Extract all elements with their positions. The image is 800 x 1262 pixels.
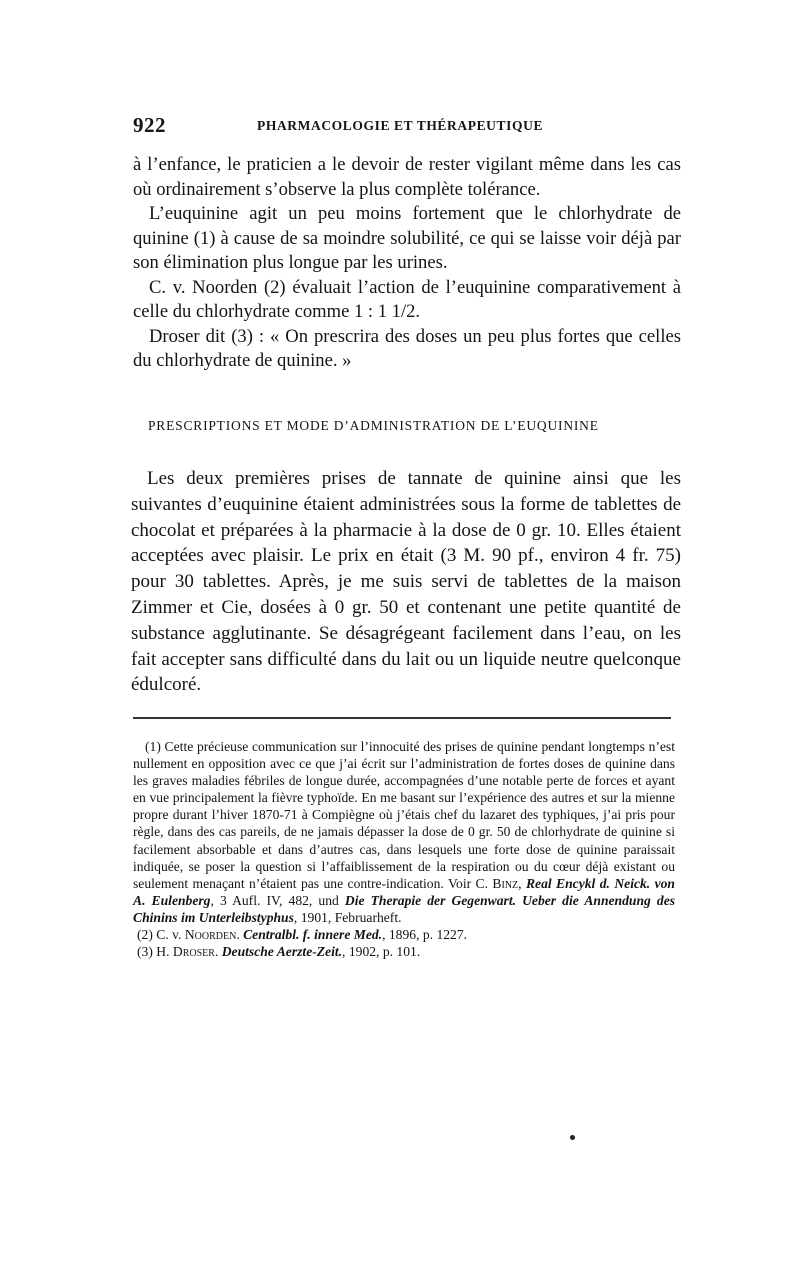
footnote-1-text: (1) Cette précieuse communication sur l’innocuité des prises de quinine pendant longtemps n’est nullement en opposition avec ce que j’ai écrit sur l’administration de fortes doses de quinine dans les graves maladies fébriles de longue durée, accompagnées d’une notable perte de forces et ayant en vue principalement la fièvre typhoïde. En me basant sur l’expérience des autres et sur la mienne propre durant l’hiver 1870-71 à Compiègne où j’étais chef du lazaret des typhiques, j’ai pris pour règle, dans des cas pareils, de ne jamais dépasser la dose de 0 gr. 50 de chlorhydrate de quinine si facilement absorbable et dans d’autres cas, dans lesquels une forte dose de quinine paraissait indiquée, se poser la question si l’affaiblissement de la respiration ou du cœur déjà existant ou seulement menaçant n’étaient pas une contre-indication. Voir C. (133, 739, 675, 891)
footnote-rule (133, 717, 671, 719)
intro-paragraph-1: à l’enfance, le praticien a le devoir de rester vigilant même dans les cas où ordinairement s’observe la plus complète tolérance. (133, 154, 681, 200)
running-title: PHARMACOLOGIE ET THÉRAPEUTIQUE (257, 118, 544, 133)
section-text (131, 466, 681, 698)
intro-paragraph-4: Droser dit (3) : « On prescrira des doses un peu plus fortes que celles du chlorhydrate de quinine. » (133, 325, 681, 371)
footnote-3 (133, 943, 675, 960)
ink-speck (570, 1135, 575, 1140)
footnote-2-sep: . (236, 927, 244, 943)
intro-paragraph-2: L’euquinine agit un peu moins fortement que le chlorhydrate de quinine (1) à cause de sa moindre solubilité, ce qui se laisse voir déjà par son élimination plus longue par les urines. (133, 203, 681, 273)
footnote-1-title-2: Die Therapie der Gegenwart. Ueber die Annendung des Chinins im Unterleibstyphus (133, 892, 676, 925)
intro-paragraph-3: C. v. Noorden (2) évaluait l’action de l’euquinine comparativement à celle du chlorhydrate comme 1 : 1 1/2. (133, 276, 681, 322)
footnote-1-sep: , (518, 875, 526, 891)
footnote-1 (133, 738, 675, 926)
footnote-2-title: Centralbl. f. innere Med. (243, 927, 383, 943)
footnote-3-sep: . (214, 944, 222, 960)
section-heading: PRESCRIPTIONS ET MODE D’ADMINISTRATION DE L’EUQUININE (148, 418, 599, 433)
footnote-2-author: Noorden (184, 927, 237, 943)
footnote-1-end: , 1901, Februarheft. (293, 909, 402, 925)
page-number: 922 (133, 113, 166, 137)
footnote-3-pre: (3) H. (137, 944, 173, 960)
footnote-2 (133, 926, 675, 943)
footnote-1-author: Binz (492, 875, 519, 891)
footnote-3-author: Droser (172, 944, 215, 960)
footnote-1-mid: , 3 Aufl. IV, 482, und (210, 892, 345, 908)
running-head (133, 113, 673, 139)
section-paragraph: Les deux premières prises de tannate de quinine ainsi que les suivantes d’euquinine étaient administrées sous la forme de tablettes de chocolat et préparées à la pharmacie à la dose de 0 gr. 10. Elles étaient acceptées avec plaisir. Le prix en était (3 M. 90 pf., environ 4 fr. 75) pour 30 tablettes. Après, je me suis servi de tablettes de la maison Zimmer et Cie, dosées à 0 gr. 50 et contenant une petite quantité de substance agglutinante. Se désagrégeant facilement dans l’eau, on les fait accepter sans difficulté dans du lait ou un liquide neutre quelconque édulcoré. (131, 468, 681, 696)
intro-text (133, 153, 681, 374)
footnote-1-title-1: Real Encykl d. Neick. von A. Eulenberg (133, 875, 675, 908)
footnote-2-pre: (2) C. v. (137, 927, 185, 943)
footnote-2-end: , 1896, p. 1227. (382, 927, 468, 943)
footnote-3-end: , 1902, p. 101. (342, 944, 421, 960)
footnote-3-title: Deutsche Aerzte-Zeit. (221, 944, 343, 960)
footnotes (133, 738, 675, 960)
